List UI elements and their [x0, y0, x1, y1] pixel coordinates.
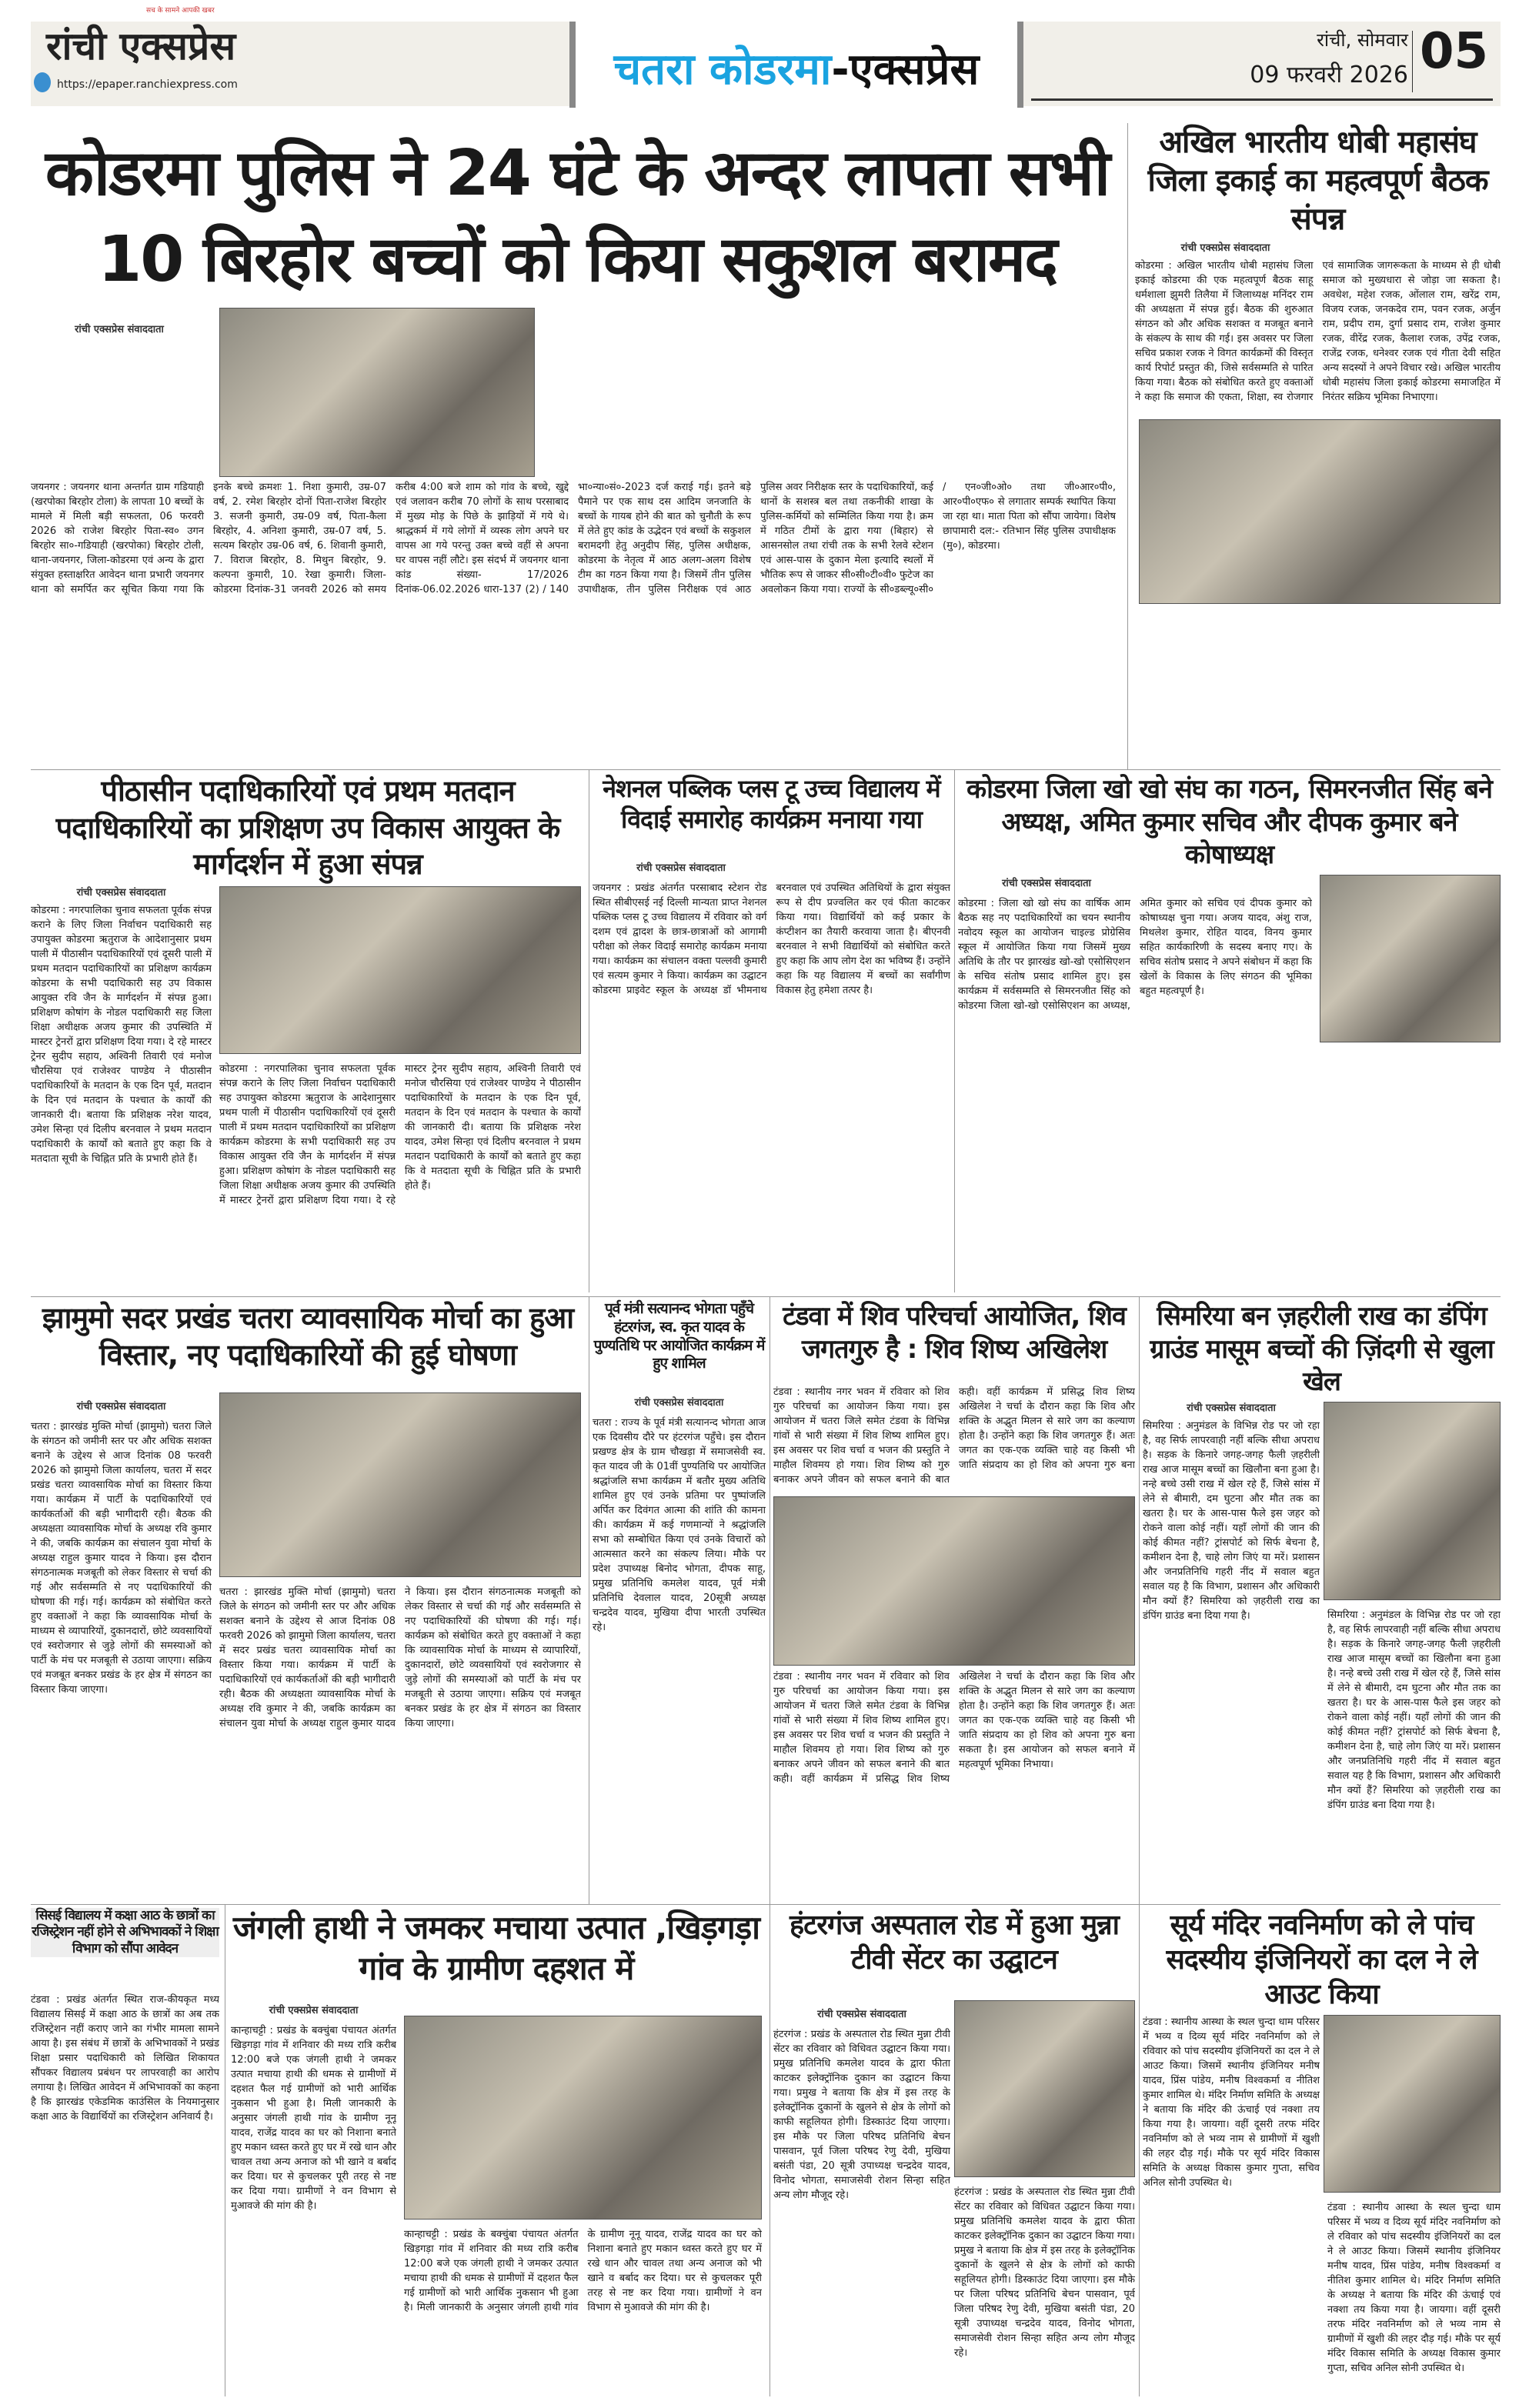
article-body: टंडवा : स्थानीय आस्था के स्थल चुन्दा धाम परिसर में भव्य व दिव्य सूर्य मंदिर नवनिर्माण को ले रविवार को पांच सदस्यीय इंजिनियरों का दल ने ले आउट किया। जिसमें स्थानीय इंजिनियर मनीष यादव, प्रिंस पांडेय, मनीष विश्वकर्मा व नीतिश कुमार शामिल थे। मंदिर निर्माण समिति के अध्यक्ष ने बताया कि मंदिर की ऊंचाई एवं नक्शा तय किया गया है। जायगा। वहीं दूसरी तरफ मंदिर नवनिर्माण को ले भव्य नाम से ग्रामीणों में खुशी की लहर दौड़ गई। मौके पर सूर्य मंदिर विकास समिति के अध्यक्ष विकास कुमार गुप्ता, सचिव अनिल सोनी उपस्थित थे।	[1143, 2016, 1320, 2189]
article-body: कोडरमा : नगरपालिका चुनाव सफलता पूर्वक संपन्न कराने के लिए जिला निर्वाचन पदाधिकारी सह उपायुक्त कोडरमा ऋतुराज के आदेशानुसार प्रथम पाली में पीठासीन पदाधिकारियों एवं दूसरी पाली में प्रथम मतदान पदाधिकारियों का प्रशिक्षण कार्यक्रम कोडरमा के सभी पदाधिकारी सह उप विकास आयुक्त रवि जैन के मार्गदर्शन में संपन्न हुआ। प्रशिक्षण कोषांग के नोडल पदाधिकारी सह जिला शिक्षा अधीक्षक अजय कुमार की उपस्थिति में मास्टर ट्रेनरों द्वारा प्रशिक्षण दिया गया। दे रहे मास्टर ट्रेनर सुदीप सहाय, अश्विनी तिवारी एवं मनोज चौरसिया एवं राजेश्वर पाण्डेय ने पीठासीन पदाधिकारियों के मतदान के एक दिन पूर्व, मतदान के दिन एवं मतदान के पश्चात के कार्यों की जानकारी दी। बताया कि प्रशिक्षक नरेश यादव, उमेश सिन्हा एवं दिलीप बरनवाल ने प्रथम मतदान पदाधिकारी के कार्यों को बताते हुए कहा कि वे मतदाता सूची के चिह्नित प्रति के प्रभारी होते हैं।	[31, 905, 212, 1165]
byline: रांची एक्सप्रेस संवाददाता	[75, 324, 164, 335]
article-photo	[954, 2000, 1135, 2177]
article-body: कोडरमा : अखिल भारतीय धोबी महासंघ जिला इकाई कोडरमा की एक महत्वपूर्ण बैठक साहू धर्मशाला झुमरी तिलैया में जिलाध्यक्ष मनिंदर राम की अध्यक्षता में संपन्न हुई। बैठक की शुरुआत संगठन को और अधिक सशक्त व मजबूत बनाने के संकल्प के साथ की गई। इस अवसर पर जिला सचिव प्रकाश रजक ने विगत कार्यक्रमों की विस्तृत कार्य रिपोर्ट प्रस्तुत की, जिसे सर्वसम्मति से पारित किया गया। बैठक को संबोधित करते हुए वक्ताओं ने कहा कि समाज की एकता, शिक्षा, स्व रोजगार एवं सामाजिक जागरूकता के माध्यम से ही धोबी समाज को मुख्यधारा से जोड़ा जा सकता है। अवधेश, महेश रजक, ओंलाल राम, खरेंद्र राम, विजय रजक, जनकदेव राम, पवन रजक, अर्जुन राम, प्रदीप राम, दुर्गा प्रसाद राम, राजेश कुमार रजक, वीरेंद्र रजक, कैलाश रजक, उपेंद्र रजक, राजेंद्र रजक, धनेश्वर रजक एवं गीता देवी सहित अन्य सदस्यों ने अपने विचार रखे। अखिल भारतीय धोबी महासंघ जिला इकाई कोडरमा समाजहित में निरंतर सक्रिय भूमिका निभाएगा।	[1135, 260, 1501, 403]
article-body: टंडवा : प्रखंड अंतर्गत स्थित राज-कीयकृत मध्य विद्यालय सिसई में कक्षा आठ के छात्रों का अब तक रजिस्ट्रेशन नहीं कराए जाने का गंभीर मामला सामने आया है। इस संबंध में छात्रों के अभिभावकों ने प्रखंड शिक्षा प्रसार पदाधिकारी को लिखित शिकायत सौंपकर विद्यालय प्रबंधन पर लापरवाही का आरोप लगाया है। लिखित आवेदन में अभिभावकों का कहना है कि झारखंड एकेडमिक काउंसिल के नियमानुसार कक्षा आठ के विद्यार्थियों का रजिस्ट्रेशन अनिवार्य है।	[31, 1994, 219, 2123]
city-day: रांची, सोमवार	[1317, 29, 1408, 51]
article-body: कान्हाचट्टी : प्रखंड के बक्चुंबा पंचायत अंतर्गत खिड़गड़ा गांव में शनिवार की मध्य रात्रि करीब 12:00 बजे एक जंगली हाथी ने जमकर उत्पात मचाया हाथी की धमक से ग्रामीणों में दहशत फैल गई ग्रामीणों को भारी आर्थिक नुकसान भी हुआ है। मिली जानकारी के अनुसार जंगली हाथी गांव के ग्रामीण नूनू यादव, राजेंद्र यादव का घर को निशाना बनाते हुए मकान ध्वस्त करते हुए घर में रखे धान और चावल तथा अन्य अनाज को भी खाने व बर्बाद कर दिया। घर से कुचलकर पूरी तरह से नष्ट कर दिया गया। ग्रामीणों ने वन विभाग से मुआवजे की मांग की है।	[231, 2025, 396, 2212]
edition-name: चतरा कोडरमा	[613, 45, 832, 95]
lead-headline: कोडरमा पुलिस ने 24 घंटे के अन्दर लापता सभी 10 बिरहोर बच्चों को किया सकुशल बरामद	[45, 137, 1110, 296]
divider	[954, 769, 955, 1292]
article-body-cont: कोडरमा : नगरपालिका चुनाव सफलता पूर्वक संपन्न कराने के लिए जिला निर्वाचन पदाधिकारी सह उपायुक्त कोडरमा ऋतुराज के आदेशानुसार प्रथम पाली में पीठासीन पदाधिकारियों एवं दूसरी पाली में प्रथम मतदान पदाधिकारियों का प्रशिक्षण कार्यक्रम कोडरमा के सभी पदाधिकारी सह उप विकास आयुक्त रवि जैन के मार्गदर्शन में संपन्न हुआ। प्रशिक्षण कोषांग के नोडल पदाधिकारी सह जिला शिक्षा अधीक्षक अजय कुमार की उपस्थिति में मास्टर ट्रेनरों द्वारा प्रशिक्षण दिया गया। दे रहे मास्टर ट्रेनर सुदीप सहाय, अश्विनी तिवारी एवं मनोज चौरसिया एवं राजेश्वर पाण्डेय ने पीठासीन पदाधिकारियों के मतदान के एक दिन पूर्व, मतदान के दिन एवं मतदान के पश्चात के कार्यों की जानकारी दी। बताया कि प्रशिक्षक नरेश यादव, उमेश सिन्हा एवं दिलीप बरनवाल ने प्रथम मतदान पदाधिकारी के कार्यों को बताते हुए कहा कि वे मतदाता सूची के चिह्नित प्रति के प्रभारी होते हैं।	[219, 1063, 581, 1206]
divider	[31, 1904, 1501, 1905]
article-body-cont: टंडवा : स्थानीय आस्था के स्थल चुन्दा धाम परिसर में भव्य व दिव्य सूर्य मंदिर नवनिर्माण को ले रविवार को पांच सदस्यीय इंजिनियरों का दल ने ले आउट किया। जिसमें स्थानीय इंजिनियर मनीष यादव, प्रिंस पांडेय, मनीष विश्वकर्मा व नीतिश कुमार शामिल थे। मंदिर निर्माण समिति के अध्यक्ष ने बताया कि मंदिर की ऊंचाई एवं नक्शा तय किया गया है। जायगा। वहीं दूसरी तरफ मंदिर नवनिर्माण को ले भव्य नाम से ग्रामीणों में खुशी की लहर दौड़ गई। मौके पर सूर्य मंदिर विकास समिति के अध्यक्ष विकास कुमार गुप्ता, सचिव अनिल सोनी उपस्थित थे।	[1327, 2202, 1501, 2374]
article-headline: अखिल भारतीय धोबी महासंघ जिला इकाई का महत्वपूर्ण बैठक संपन्न	[1147, 125, 1488, 237]
article-headline: पूर्व मंत्री सत्यानन्द भोगता पहुँचे हंटरगंज, स्व. कृत यादव के पुण्यतिथि पर आयोजित कार्यक्रम में हुए शामिल	[593, 1300, 765, 1372]
article-photo	[1320, 875, 1501, 1042]
logo-tagline: सच के सामने आपकी खबर	[146, 7, 215, 15]
article-headline: जंगली हाथी ने जमकर मचाया उत्पात ,खिड़गड़ा गांव के ग्रामीण दहशत में	[232, 1909, 760, 1987]
epaper-url[interactable]: https://epaper.ranchiexpress.com	[57, 78, 238, 91]
byline: रांची एक्सप्रेस संवाददाता	[634, 1397, 724, 1409]
article-headline: पीठासीन पदाधिकारियों एवं प्रथम मतदान पदाधिकारियों का प्रशिक्षण उप विकास आयुक्त के मार्गदर्शन में हुआ संपन्न	[55, 774, 560, 881]
article-body: चतरा : राज्य के पूर्व मंत्री सत्यानन्द भोगता आज एक दिवसीय दौरे पर हंटरगंज पहुँचे। इस दौरान प्रखण्ड क्षेत्र के ग्राम चौखड़ा में समाजसेवी स्व. कृत यादव जी के 01वीं पुण्यतिथि पर आयोजित श्रद्धांजलि सभा कार्यक्रम में बतौर मुख्य अतिथि शामिल हुए एवं उनके प्रतिमा पर पुष्पांजलि अर्पित कर दिवंगत आत्मा की शांति की कामना की। कार्यक्रम में कई गणमान्यों ने श्रद्धांजलि सभा को सम्बोधित किया एवं उनके विचारों को आत्मसात करने का संकल्प लिया। मौके पर प्रदेश उपाध्यक्ष बिनोद भोगता, दीपक साहू, प्रमुख प्रतिनिधि कमलेश यादव, पूर्व मंत्री प्रतिनिधि देवलाल यादव, 20सूत्री अध्यक्ष चन्द्रदेव यादव, मुखिया दीपा भारती उपस्थित रहे।	[593, 1417, 766, 1633]
divider	[31, 1296, 1501, 1297]
article-headline: सिसई विद्यालय में कक्षा आठ के छात्रों का रजिस्ट्रेशन नहीं होने से अभिभावकों ने शिक्षा विभाग को सौंपा आवेदन	[32, 1908, 219, 1956]
byline: रांची एक्सप्रेस संवाददाता	[76, 887, 166, 899]
divider	[31, 769, 1501, 770]
article-headline: सिमरिया बन ज़हरीली राख का डंपिंग ग्राउंड मासूम बच्चों की ज़िंदगी से खुला खेल	[1150, 1301, 1494, 1397]
edition-title	[569, 22, 1023, 108]
article-photo	[1324, 2015, 1501, 2193]
article-photo	[1139, 419, 1501, 604]
article-body-cont: सिमरिया : अनुमंडल के विभिन्न रोड पर जो रहा है, वह सिर्फ लापरवाही नहीं बल्कि सीधा अपराध है। सड़क के किनारे जगह-जगह फैली ज़हरीली राख आज मासूम बच्चों का खिलौना बना हुआ है। नन्हे बच्चे उसी राख में खेल रहे हैं, जिसे सांस में लेने से बीमारी, दम घुटना और मौत तक का खतरा है। घर के आस-पास फैले इस जहर को रोकने वाला कोई नहीं। यहाँ लोगों की जान की कोई कीमत नहीं? ट्रांसपोर्ट को सिर्फ बेचना है, कमीशन देना है, चाहे लोग जिएं या मरें। प्रशासन और जनप्रतिनिधि गहरी नींद में सवाल बहुत सवाल यह है कि विभाग, प्रशासन और अधिकारी मौन क्यों हैं? सिमरिया को ज़हरीली राख का डंपिंग ग्राउंड बना दिया गया है।	[1327, 1609, 1501, 1811]
byline: रांची एक्सप्रेस संवाददाता	[269, 2005, 359, 2016]
article-photo	[1324, 1402, 1501, 1600]
article-body: हंटरगंज : प्रखंड के अस्पताल रोड स्थित मुन्ना टीवी सेंटर का रविवार को विधिवत उद्घाटन किया गया। प्रमुख प्रतिनिधि कमलेश यादव के द्वारा फीता काटकर इलेक्ट्रॉनिक दुकान का उद्घाटन किया गया। प्रमुख ने बताया कि क्षेत्र में इस तरह के इलेक्ट्रॉनिक दुकानों के खुलने से क्षेत्र के लोगों को काफी सहूलियत होगी। डिस्काउंट दिया जाएगा। इस मौके पर जिला परिषद प्रतिनिधि बेचन पासवान, पूर्व जिला परिषद रेणु देवी, मुखिया बसंती पंडा, 20 सूत्री उपाध्यक्ष चन्द्रदेव यादव, विनोद भोगता, समाजसेवी रोशन सिन्हा सहित अन्य लोग मौजूद रहे।	[773, 2029, 950, 2201]
divider	[1031, 98, 1493, 101]
article-photo	[219, 1392, 581, 1577]
article-body-cont: चतरा : झारखंड मुक्ति मोर्चा (झामुमो) चतरा जिले के संगठन को जमीनी स्तर पर और अधिक सशक्त बनाने के उद्देश्य से आज दिनांक 08 फरवरी 2026 को झामुमो जिला कार्यालय, चतरा में सदर प्रखंड चतरा व्यावसायिक मोर्चा का विस्तार किया गया। कार्यक्रम में पार्टी के पदाधिकारियों एवं कार्यकर्ताओं की बड़ी भागीदारी रही। बैठक की अध्यक्षता व्यावसायिक मोर्चा के अध्यक्ष रवि कुमार ने की, जबकि कार्यक्रम का संचालन युवा मोर्चा के अध्यक्ष राहुल कुमार यादव ने किया। इस दौरान संगठनात्मक मजबूती को लेकर विस्तार से चर्चा की गई और सर्वसम्मति से नए पदाधिकारियों की घोषणा की गई। गई। कार्यक्रम को संबोधित करते हुए वक्ताओं ने कहा कि व्यावसायिक मोर्चा के माध्यम से व्यापारियों, दुकानदारों, छोटे व्यवसायियों एवं स्वरोजगार से जुड़े लोगों की समस्याओं को पार्टी के मंच पर मजबूती से उठाया जाएगा। सक्रिय एवं मजबूत बनकर प्रखंड के हर क्षेत्र में संगठन का विस्तार किया जाएगा।	[219, 1586, 581, 1729]
divider	[1139, 1904, 1140, 2396]
article-body: जयनगर : प्रखंड अंतर्गत परसाबाद स्टेशन रोड स्थित सीबीएसई नई दिल्ली मान्यता प्राप्त नेशनल पब्लिक प्लस टू उच्च विद्यालय में रविवार को वर्ग दशम एवं द्वादश के छात्र-छात्राओं को आगामी परीक्षा को लेकर विदाई समारोह कार्यक्रम मनाया गया। कार्यक्रम का संचालन वक्ता पल्लवी कुमारी एवं सत्यम कुमार ने किया। कार्यक्रम का उद्घाटन कोडरमा प्राइवेट स्कूल के अध्यक्ष डॉ भीमनाथ बरनवाल एवं उपस्थित अतिथियों के द्वारा संयुक्त रूप से दीप प्रज्वलित कर एवं फीता काटकर किया गया। विद्यार्थियों को कई प्रकार के कंप्टीशन का तैयारी करवाया जाता है। बीएनवी बरनवाल ने सभी विद्यार्थियों को संबोधित करते हुए कहा कि आप लोग देश का भविष्य हैं। उन्होंने कहा कि यह विद्यालय में बच्चों का सर्वांगीण विकास हेतु हमेशा तत्पर है।	[593, 882, 950, 996]
article-body: चतरा : झारखंड मुक्ति मोर्चा (झामुमो) चतरा जिले के संगठन को जमीनी स्तर पर और अधिक सशक्त बनाने के उद्देश्य से आज दिनांक 08 फरवरी 2026 को झामुमो जिला कार्यालय, चतरा में सदर प्रखंड चतरा व्यावसायिक मोर्चा का विस्तार किया गया। कार्यक्रम में पार्टी के पदाधिकारियों एवं कार्यकर्ताओं की बड़ी भागीदारी रही। बैठक की अध्यक्षता व्यावसायिक मोर्चा के अध्यक्ष रवि कुमार ने की, जबकि कार्यक्रम का संचालन युवा मोर्चा के अध्यक्ष राहुल कुमार यादव ने किया। इस दौरान संगठनात्मक मजबूती को लेकर विस्तार से चर्चा की गई और सर्वसम्मति से नए पदाधिकारियों की घोषणा की गई। गई। कार्यक्रम को संबोधित करते हुए वक्ताओं ने कहा कि व्यावसायिक मोर्चा के माध्यम से व्यापारियों, दुकानदारों, छोटे व्यवसायियों एवं स्वरोजगार से जुड़े लोगों की समस्याओं को पार्टी के मंच पर मजबूती से उठाया जाएगा। सक्रिय एवं मजबूत बनकर प्रखंड के हर क्षेत्र में संगठन का विस्तार किया जाएगा।	[31, 1421, 212, 1696]
article-headline: झामुमो सदर प्रखंड चतरा व्यावसायिक मोर्चा का हुआ विस्तार, नए पदाधिकारियों की हुई घोषणा	[42, 1301, 574, 1372]
byline: रांची एक्सप्रेस संवाददाता	[636, 862, 726, 874]
article-body-cont: टंडवा : स्थानीय नगर भवन में रविवार को शिव गुरु परिचर्चा का आयोजन किया गया। इस आयोजन में चतरा जिले समेत टंडवा के विभिन्न गांवों से भारी संख्या में शिव शिष्य शामिल हुए। इस अवसर पर शिव चर्चा व भजन की प्रस्तुति ने माहौल शिवमय हो गया। शिव शिष्य को गुरु बनाकर अपने जीवन को सफल बनाने की बात कही। वहीं कार्यक्रम में प्रसिद्ध शिव शिष्य अखिलेश ने चर्चा के दौरान कहा कि शिव और शक्ति के अद्भुत मिलन से सारे जग का कल्याण होता है। उन्होंने कहा कि शिव जगतगुरु हैं। अतः जगत का एक-एक व्यक्ति चाहे वह किसी भी जाति संप्रदाय का हो शिव को अपना गुरु बना सकता है। इस आयोजन को सफल बनाने में महत्वपूर्ण भूमिका निभाया।	[773, 1671, 1135, 1785]
byline: रांची एक्सप्रेस संवाददाता	[1180, 242, 1270, 254]
article-headline: टंडवा में शिव परिचर्चा आयोजित, शिव जगतगुरु है : शिव शिष्य अखिलेश	[783, 1301, 1126, 1365]
article-body: जयनगर : जयनगर थाना अन्तर्गत ग्राम गडियाही (खरपोका बिरहोर टोला) के लापता 10 बच्चों के मामले में मिली बड़ी सफलता, 06 फरवरी 2026 को राजेश बिरहोर पिता-स्व० उगन बिरहोर सा०-गडियाही (खरपोका) बिरहोर टोली, थाना-जयनगर, जिला-कोडरमा एवं अन्य के द्वारा संयुक्त हस्ताक्षरित आवेदन थाना प्रभारी जयनगर थाना को समर्पित कर सूचित किया गया कि इनके बच्चे क्रमशः 1. निशा कुमारी, उम्र-07 वर्ष, 2. रमेश बिरहोर दोनों पिता-राजेश बिरहोर 3. सजनी कुमारी, उम्र-09 वर्ष, पिता-कैला बिरहोर, 4. अनिशा कुमारी, उम्र-07 वर्ष, 5. सत्यम बिरहोर उम्र-06 वर्ष, 6. शिवानी कुमारी, 7. विराज बिरहोर, 8. मिथुन बिरहोर, 9. कल्पना कुमारी, 10. रेखा कुमारी। जिला-कोडरमा दिनांक-31 जनवरी 2026 को समय करीब 4:00 बजे शाम को गांव के बच्चे, खुद्दे एवं जलावन करीब 70 लोगों के साथ परसाबाद में मुख्य मोड़ के पिछे के झाड़ियों में गये थे। श्राद्धकर्म में गये लोगों में व्यस्क लोग अपने घर वापस आ गये परन्तु उक्त बच्चे वहीं से अपना घर वापस नहीं लौटे। इस संदर्भ में जयनगर थाना कांड संख्या- 17/2026 दिनांक-06.02.2026 धारा-137 (2) / 140 भा०न्या०सं०-2023 दर्ज कराई गई। इतने बड़े पैमाने पर एक साथ दस आदिम जनजाति के बच्चों के गायब होने की बात को चुनौती के रूप में लेते हुए कांड के उद्भेदन एवं बच्चों के सकुशल बरामदगी हेतु अनुदीप सिंह, पुलिस अधीक्षक, कोडरमा के नेतृत्व में आठ अलग-अलग विशेष टीम का गठन किया गया है। जिसमें तीन पुलिस उपाधीक्षक, तीन पुलिस निरीक्षक एवं आठ पुलिस अवर निरीक्षक स्तर के पदाधिकारियों, कई थानों के सशस्त्र बल तथा तकनीकी शाखा के पुलिस-कर्मियों को सम्मिलित किया गया है। क्रम में गठित टीमों के द्वारा गया (बिहार) से आसनसोल तथा रांची तक के सभी रेलवे स्टेशन एवं आस-पास के दुकान मेला इत्यादि स्थलों में भौतिक रूप से जाकर सी०सी०टी०वी० फुटेज का अवलोकन किया गया। राज्यों के सी०डब्ल्यू०सी० / एन०जी०ओ० तथा जी०आर०पी०, आर०पी०एफ० से लगातार सम्पर्क स्थापित किया जा रहा था। माता पिता को सौंपा जायेगा। विशेष छापामारी दल:- रतिभान सिंह पुलिस उपाधीक्षक (मु०), कोडरमा।	[31, 482, 1116, 595]
issue-date: 09 फरवरी 2026	[1250, 62, 1408, 88]
article-body: कोडरमा : जिला खो खो संघ का वार्षिक आम बैठक सह नए पदाधिकारियों का चयन स्थानीय नवोदय स्कूल का आयोजन चाइल्ड प्रोग्रेसिव स्कूल में आयोजित किया गया जिसमें मुख्य अतिथि के तौर पर झारखंड खो-खो एसोसिएशन के सचिव संतोष प्रसाद शामिल हुए। इस कार्यक्रम में सर्वसम्मति से सिमरनजीत सिंह को कोडरमा जिला खो-खो एसोसिएशन का अध्यक्ष, अमित कुमार को सचिव एवं दीपक कुमार को कोषाध्यक्ष चुना गया। अजय यादव, अंशु राज, मिथलेश कुमार, रोहित यादव, विनय कुमार सहित कार्यकारिणी के सदस्य बनाए गए। के सचिव संतोष प्रसाद ने अपने संबोधन में कहा कि खेलों के विकास के लिए संगठन की भूमिका बहुत महत्वपूर्ण है।	[958, 898, 1312, 1012]
article-photo	[773, 1496, 1135, 1666]
page-number: 05	[1420, 23, 1489, 80]
byline: रांची एक्सप्रेस संवाददाता	[1187, 1402, 1276, 1414]
divider	[1139, 1296, 1140, 1904]
article-headline: सूर्य मंदिर नवनिर्माण को ले पांच सदस्यीय इंजिनियरों का दल ने ले आउट किया	[1166, 1909, 1477, 2010]
article-body: सिमरिया : अनुमंडल के विभिन्न रोड पर जो रहा है, वह सिर्फ लापरवाही नहीं बल्कि सीधा अपराध है। सड़क के किनारे जगह-जगह फैली ज़हरीली राख आज मासूम बच्चों का खिलौना बना हुआ है। नन्हे बच्चे उसी राख में खेल रहे हैं, जिसे सांस में लेने से बीमारी, दम घुटना और मौत तक का खतरा है। घर के आस-पास फैले इस जहर को रोकने वाला कोई नहीं। यहाँ लोगों की जान की कोई कीमत नहीं? ट्रांसपोर्ट को सिर्फ बेचना है, कमीशन देना है, चाहे लोग जिएं या मरें। प्रशासन और जनप्रतिनिधि गहरी नींद में सवाल बहुत सवाल यह है कि विभाग, प्रशासन और अधिकारी मौन क्यों हैं? सिमरिया को ज़हरीली राख का डंपिंग ग्राउंड बना दिया गया है।	[1143, 1420, 1320, 1622]
article-photo	[219, 308, 535, 477]
byline: रांची एक्सप्रेस संवाददाता	[76, 1401, 166, 1412]
article-headline: हंटरगंज अस्पताल रोड में हुआ मुन्ना टीवी सेंटर का उद्घाटन	[790, 1909, 1119, 1976]
article-body: टंडवा : स्थानीय नगर भवन में रविवार को शिव गुरु परिचर्चा का आयोजन किया गया। इस आयोजन में चतरा जिले समेत टंडवा के विभिन्न गांवों से भारी संख्या में शिव शिष्य शामिल हुए। इस अवसर पर शिव चर्चा व भजन की प्रस्तुति ने माहौल शिवमय हो गया। शिव शिष्य को गुरु बनाकर अपने जीवन को सफल बनाने की बात कही। वहीं कार्यक्रम में प्रसिद्ध शिव शिष्य अखिलेश ने चर्चा के दौरान कहा कि शिव और शक्ति के अद्भुत मिलन से सारे जग का कल्याण होता है। उन्होंने कहा कि शिव जगतगुरु हैं। अतः जगत का एक-एक व्यक्ति चाहे वह किसी भी जाति संप्रदाय का हो शिव को अपना गुरु बना	[773, 1386, 1135, 1486]
edition-suffix: -एक्सप्रेस	[831, 45, 980, 95]
article-body-cont: हंटरगंज : प्रखंड के अस्पताल रोड स्थित मुन्ना टीवी सेंटर का रविवार को विधिवत उद्घाटन किया गया। प्रमुख प्रतिनिधि कमलेश यादव के द्वारा फीता काटकर इलेक्ट्रॉनिक दुकान का उद्घाटन किया गया। प्रमुख ने बताया कि क्षेत्र में इस तरह के इलेक्ट्रॉनिक दुकानों के खुलने से क्षेत्र के लोगों को काफी सहूलियत होगी। डिस्काउंट दिया जाएगा। इस मौके पर जिला परिषद प्रतिनिधि बेचन पासवान, पूर्व जिला परिषद रेणु देवी, मुखिया बसंती पंडा, 20 सूत्री उपाध्यक्ष चन्द्रदेव यादव, विनोद भोगता, समाजसेवी रोशन सिन्हा सहित अन्य लोग मौजूद रहे।	[954, 2186, 1135, 2359]
byline: रांची एक्सप्रेस संवाददाता	[817, 2009, 906, 2020]
divider	[1127, 123, 1128, 769]
article-headline: कोडरमा जिला खो खो संघ का गठन, सिमरनजीत सिंह बने अध्यक्ष, अमित कुमार सचिव और दीपक कुमार बने कोषाध्यक्ष	[966, 774, 1492, 870]
newspaper-logo: रांची एक्सप्रेस	[46, 23, 236, 68]
byline: रांची एक्सप्रेस संवाददाता	[1002, 878, 1091, 889]
divider	[1412, 31, 1413, 92]
article-photo	[404, 2016, 762, 2220]
article-headline: नेशनल पब्लिक प्लस टू उच्च विद्यालय में विदाई समारोह कार्यक्रम मनाया गया	[603, 774, 940, 834]
article-photo	[219, 886, 581, 1054]
globe-icon	[34, 72, 51, 92]
article-body-cont: कान्हाचट्टी : प्रखंड के बक्चुंबा पंचायत अंतर्गत खिड़गड़ा गांव में शनिवार की मध्य रात्रि करीब 12:00 बजे एक जंगली हाथी ने जमकर उत्पात मचाया हाथी की धमक से ग्रामीणों में दहशत फैल गई ग्रामीणों को भारी आर्थिक नुकसान भी हुआ है। मिली जानकारी के अनुसार जंगली हाथी गांव के ग्रामीण नूनू यादव, राजेंद्र यादव का घर को निशाना बनाते हुए मकान ध्वस्त करते हुए घर में रखे धान और चावल तथा अन्य अनाज को भी खाने व बर्बाद कर दिया। घर से कुचलकर पूरी तरह से नष्ट कर दिया गया। ग्रामीणों ने वन विभाग से मुआवजे की मांग की है।	[404, 2229, 762, 2313]
